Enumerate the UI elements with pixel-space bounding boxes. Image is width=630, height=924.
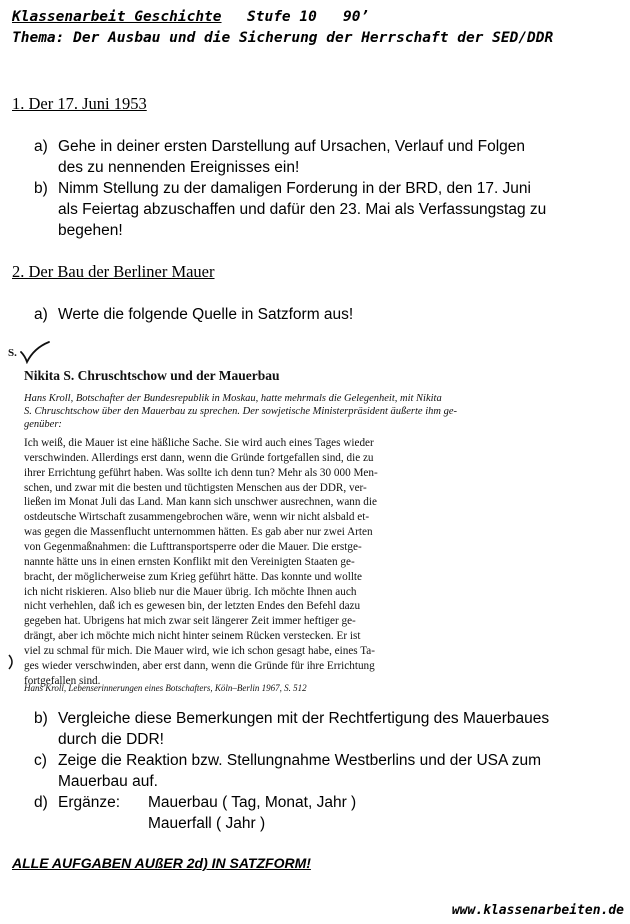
source-body-line: schen, und zwar mit die besten und tüchtigsten Menschen aus der DDR, ver- <box>24 481 367 494</box>
source-body-line: viel zu schmal für mich. Die Mauer wird, wie ich schon gesagt habe, eines Ta- <box>24 644 375 657</box>
exam-duration: 90’ <box>343 9 370 25</box>
task-2b <box>34 708 614 750</box>
task-label: c) <box>34 752 47 769</box>
task-text-line: begehen! <box>58 222 123 239</box>
source-body-line: gegeben hat. Ubrigens hat mich zwar seit längerer Zeit immer heftiger ge- <box>24 615 356 628</box>
task-d-item: Mauerfall ( Jahr ) <box>148 815 266 832</box>
task-text-line: als Feiertag abzuschaffen und dafür den 23. Mai als Verfassungstag zu <box>58 201 547 218</box>
task-label: a) <box>34 306 48 323</box>
task-d-item: Mauerbau ( Tag, Monat, Jahr ) <box>148 794 357 811</box>
task-2d <box>34 792 614 834</box>
source-body-line: verschwinden. Allerdings erst dann, wenn die Gründe fortgefallen sind, die zu <box>24 451 374 464</box>
source-body-line: ihrer Errichtung geführt haben. Was sollte ich denn tun? Mehr als 30 000 Men- <box>24 466 378 479</box>
task-text-line: Gehe in deiner ersten Darstellung auf Ursachen, Verlauf und Folgen <box>58 138 526 155</box>
source-body-line: nicht verhehlen, daß ich es gewesen bin, der letzten Endes den Befehl dazu <box>24 600 361 613</box>
task-text-line: des zu nennenden Ereignisses ein! <box>58 159 300 176</box>
task-1b <box>34 178 614 241</box>
source-intro-line: Hans Kroll, Botschafter der Bundesrepublik in Moskau, hatte mehrmals die Gelegenheit, mit Nikita <box>24 393 442 404</box>
task-2a <box>34 304 614 325</box>
source-body-line: bracht, der möglicherweise zum Krieg geführt hätte. Das konnte und wollte <box>24 570 363 583</box>
task-2c <box>34 750 614 792</box>
source-intro-line: S. Chruschtschow über den Mauerbau zu sprechen. Der sowjetische Ministerpräsident äußerte ihm ge- <box>24 406 457 417</box>
source-body-line: fortgefallen sind. <box>24 674 101 687</box>
source-page-mark: S. <box>8 347 17 359</box>
exam-grade: Stufe 10 <box>247 9 317 25</box>
source-body-line: Ich weiß, die Mauer ist eine häßliche Sache. Sie wird auch eines Tages wieder <box>24 437 374 449</box>
source-body-line: drängt, aber ich möchte mich nicht hinter seinem Rücken verstecken. Er ist <box>24 630 361 643</box>
task-text-line: Werte die folgende Quelle in Satzform aus! <box>58 306 354 323</box>
source-body-line: ostdeutsche Wirtschaft zusammengebrochen wäre, wenn wir nicht alsbald et- <box>24 511 370 524</box>
source-body <box>24 436 444 696</box>
section-1-title: 1. Der 17. Juni 1953 <box>12 94 147 113</box>
source-body-line: nannte hätte uns in einen ernsten Konflikt mit den Vereinigten Staaten ge- <box>24 555 355 568</box>
final-note: ALLE AUFGABEN AUßER 2d) IN SATZFORM! <box>12 855 311 871</box>
task-label: a) <box>34 138 48 155</box>
task-text-line: Mauerbau auf. <box>58 773 158 790</box>
source-title: Nikita S. Chruschtschow und der Mauerbau <box>24 368 280 383</box>
section-2-title: 2. Der Bau der Berliner Mauer <box>12 262 215 281</box>
footer-website: www.klassenarbeiten.de <box>451 903 624 918</box>
source-body-line: ges wieder verschwinden, aber erst dann, wenn die Gründe für ihre Errichtung <box>24 659 375 672</box>
task-label: b) <box>34 710 48 727</box>
task-text-line: Nimm Stellung zu der damaligen Forderung in der BRD, den 17. Juni <box>58 180 531 197</box>
source-body-line: von Gegenmaßnahmen: die Lufttransportsperre oder die Mauer. Die erstge- <box>24 540 362 553</box>
task-label: d) <box>34 794 48 811</box>
exam-subject: Klassenarbeit Geschichte <box>12 9 222 25</box>
task-text-line: Zeige die Reaktion bzw. Stellungnahme Westberlins und der USA zum <box>58 752 542 769</box>
source-body-line: ich nicht riskieren. Also blieb nur die Mauer übrig. Ich möchte Ihnen auch <box>24 585 357 598</box>
task-label: b) <box>34 180 48 197</box>
source-intro-line: genüber: <box>24 419 62 430</box>
task-text-line: Vergleiche diese Bemerkungen mit der Rechtfertigung des Mauerbaues <box>58 710 550 727</box>
source-body-line: ließen im Monat Juli das Land. Man kann sich unschwer ausrechnen, wann die <box>24 496 377 509</box>
task-d-intro: Ergänze: <box>58 794 121 811</box>
task-text-line: durch die DDR! <box>58 731 164 748</box>
source-reference: Hans Kroll, Lebenserinnerungen eines Botschafters, Köln–Berlin 1967, S. 512 <box>24 683 307 693</box>
margin-bracket-icon <box>7 653 17 671</box>
checkmark-icon <box>18 340 52 364</box>
source-body-line: was gegen die Massenflucht unternommen hätten. Es gab aber nur zwei Arten <box>24 526 373 539</box>
task-1a <box>34 136 614 178</box>
exam-topic: Thema: Der Ausbau und die Sicherung der Herrschaft der SED/DDR <box>12 30 554 46</box>
